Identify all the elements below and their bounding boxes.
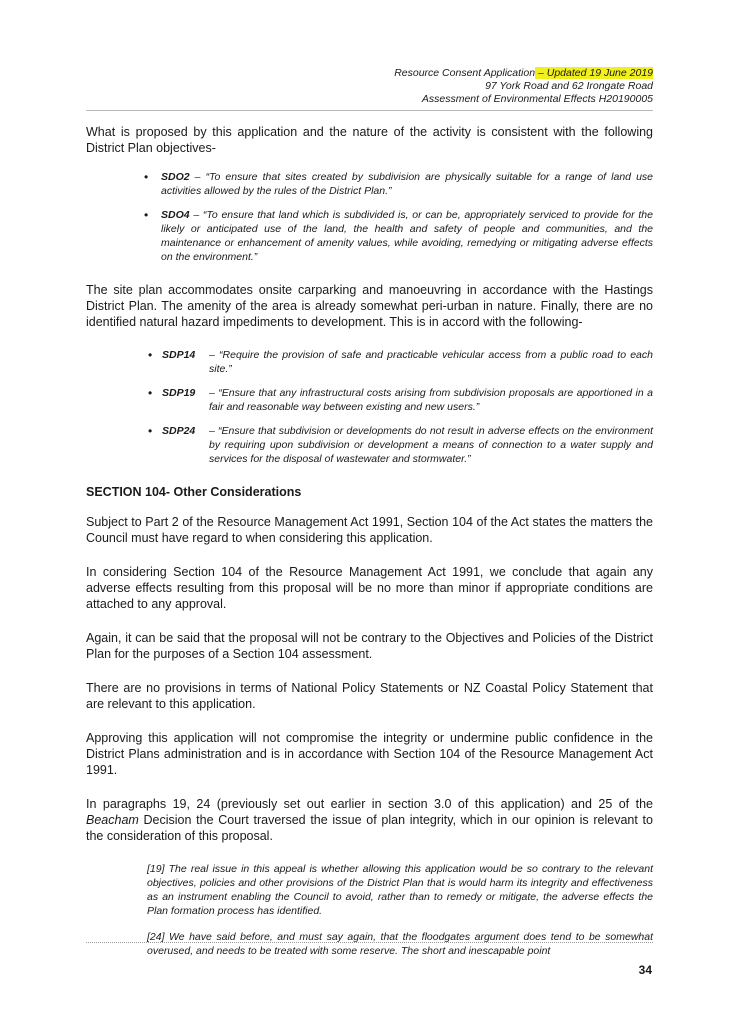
beacham-case-name: Beacham bbox=[86, 813, 139, 827]
page-header bbox=[394, 67, 653, 106]
objective-item-sdo2 bbox=[115, 170, 653, 198]
objective-text: – “To ensure that land which is subdivided is, or can be, appropriately serviced to provide for the likely or anticipated use of the land, the health and safety of people and communities, and the maintenance or enhancement of amenity values, while avoiding, remedying or mitigating adverse effects on the environment.” bbox=[161, 209, 653, 263]
quote-paragraph-24: [24] We have said before, and must say again, that the floodgates argument does tend to be somewhat overused, and needs to be treated with some reserve. The short and inescapable point bbox=[147, 931, 653, 957]
bullet-icon: • bbox=[148, 386, 153, 400]
header-line-3: Assessment of Environmental Effects H20190005 bbox=[421, 93, 653, 105]
policy-code: SDP24 bbox=[162, 425, 196, 437]
paragraph-objectives-policies: Again, it can be said that the proposal will not be contrary to the Objectives and Policies of the District Plan for the purposes of a Section 104 assessment. bbox=[86, 631, 653, 661]
objective-text: – “To ensure that sites created by subdivision are physically suitable for a range of land use activities allowed by the rules of the District Plan.” bbox=[161, 171, 653, 197]
policy-text: – “Ensure that any infrastructural costs arising from subdivision proposals are apportioned in a fair and reasonable way between existing and new users.” bbox=[209, 387, 653, 413]
bullet-icon: • bbox=[144, 208, 149, 222]
objective-item-sdo4 bbox=[115, 208, 653, 264]
paragraph-integrity: Approving this application will not compromise the integrity or undermine public confidence in the District Plans administration and is in accordance with Section 104 of the Resource Management Act 1991. bbox=[86, 731, 653, 777]
quote-paragraph-19: [19] The real issue in this appeal is whether allowing this application would be so contrary to the relevant objectives, policies and other provisions of the District Plan that is would harm its integrity and effectiveness as an instrument enabling the Council to avoid, rather than to remedy or mitigate, the adverse effects the Plan formation process has identified. bbox=[147, 863, 653, 917]
policy-code: SDP14 bbox=[162, 349, 196, 361]
paragraph-part2: Subject to Part 2 of the Resource Management Act 1991, Section 104 of the Act states the matters the Council must have regard to when considering this application. bbox=[86, 515, 653, 545]
header-divider bbox=[86, 110, 653, 111]
footer-divider bbox=[86, 942, 653, 943]
policy-text: – “Require the provision of safe and practicable vehicular access from a public road to each site.” bbox=[209, 349, 653, 375]
paragraph-policy-statements: There are no provisions in terms of National Policy Statements or NZ Coastal Policy Statement that are relevant to this application. bbox=[86, 681, 653, 711]
policy-text: – “Ensure that subdivision or developments do not result in adverse effects on the environment by requiring upon subdivision or development a means of connection to a water supply and services for the disposal of wastewater and stormwater.” bbox=[209, 425, 653, 465]
bullet-icon: • bbox=[148, 424, 153, 438]
policy-item-sdp24 bbox=[135, 424, 653, 466]
policy-item-sdp14 bbox=[135, 348, 653, 376]
beacham-text-before: In paragraphs 19, 24 (previously set out earlier in section 3.0 of this application) and 25 of the bbox=[86, 797, 653, 811]
bullet-icon: • bbox=[144, 170, 149, 184]
document-body bbox=[86, 124, 653, 970]
beacham-paragraph bbox=[86, 796, 653, 844]
header-updated-highlight: – Updated 19 June 2019 bbox=[535, 67, 653, 79]
objective-code: SDO4 bbox=[161, 209, 190, 221]
site-plan-paragraph: The site plan accommodates onsite carparking and manoeuvring in accordance with the Hastings District Plan. The amenity of the area is already somewhat peri-urban in nature. Finally, there are no identified natural hazard impediments to development. This is in accord with the following- bbox=[86, 283, 653, 329]
beacham-text-after: Decision the Court traversed the issue of plan integrity, which in our opinion is relevant to the consideration of this proposal. bbox=[86, 813, 653, 843]
section-heading: SECTION 104- Other Considerations bbox=[86, 485, 302, 499]
policies-list bbox=[86, 348, 653, 466]
objectives-list bbox=[86, 170, 653, 264]
policy-item-sdp19 bbox=[135, 386, 653, 414]
header-title: Resource Consent Application bbox=[394, 67, 536, 79]
policy-code: SDP19 bbox=[162, 387, 196, 399]
objective-code: SDO2 bbox=[161, 171, 190, 183]
header-line-2: 97 York Road and 62 Irongate Road bbox=[485, 80, 653, 92]
intro-paragraph: What is proposed by this application and the nature of the activity is consistent with the following District Plan objectives- bbox=[86, 125, 653, 155]
page-number: 34 bbox=[638, 963, 652, 977]
bullet-icon: • bbox=[148, 348, 153, 362]
paragraph-section104: In considering Section 104 of the Resource Management Act 1991, we conclude that again any adverse effects resulting from this proposal will be no more than minor if appropriate conditions are attached to any approval. bbox=[86, 565, 653, 611]
header-line-1 bbox=[394, 67, 653, 80]
